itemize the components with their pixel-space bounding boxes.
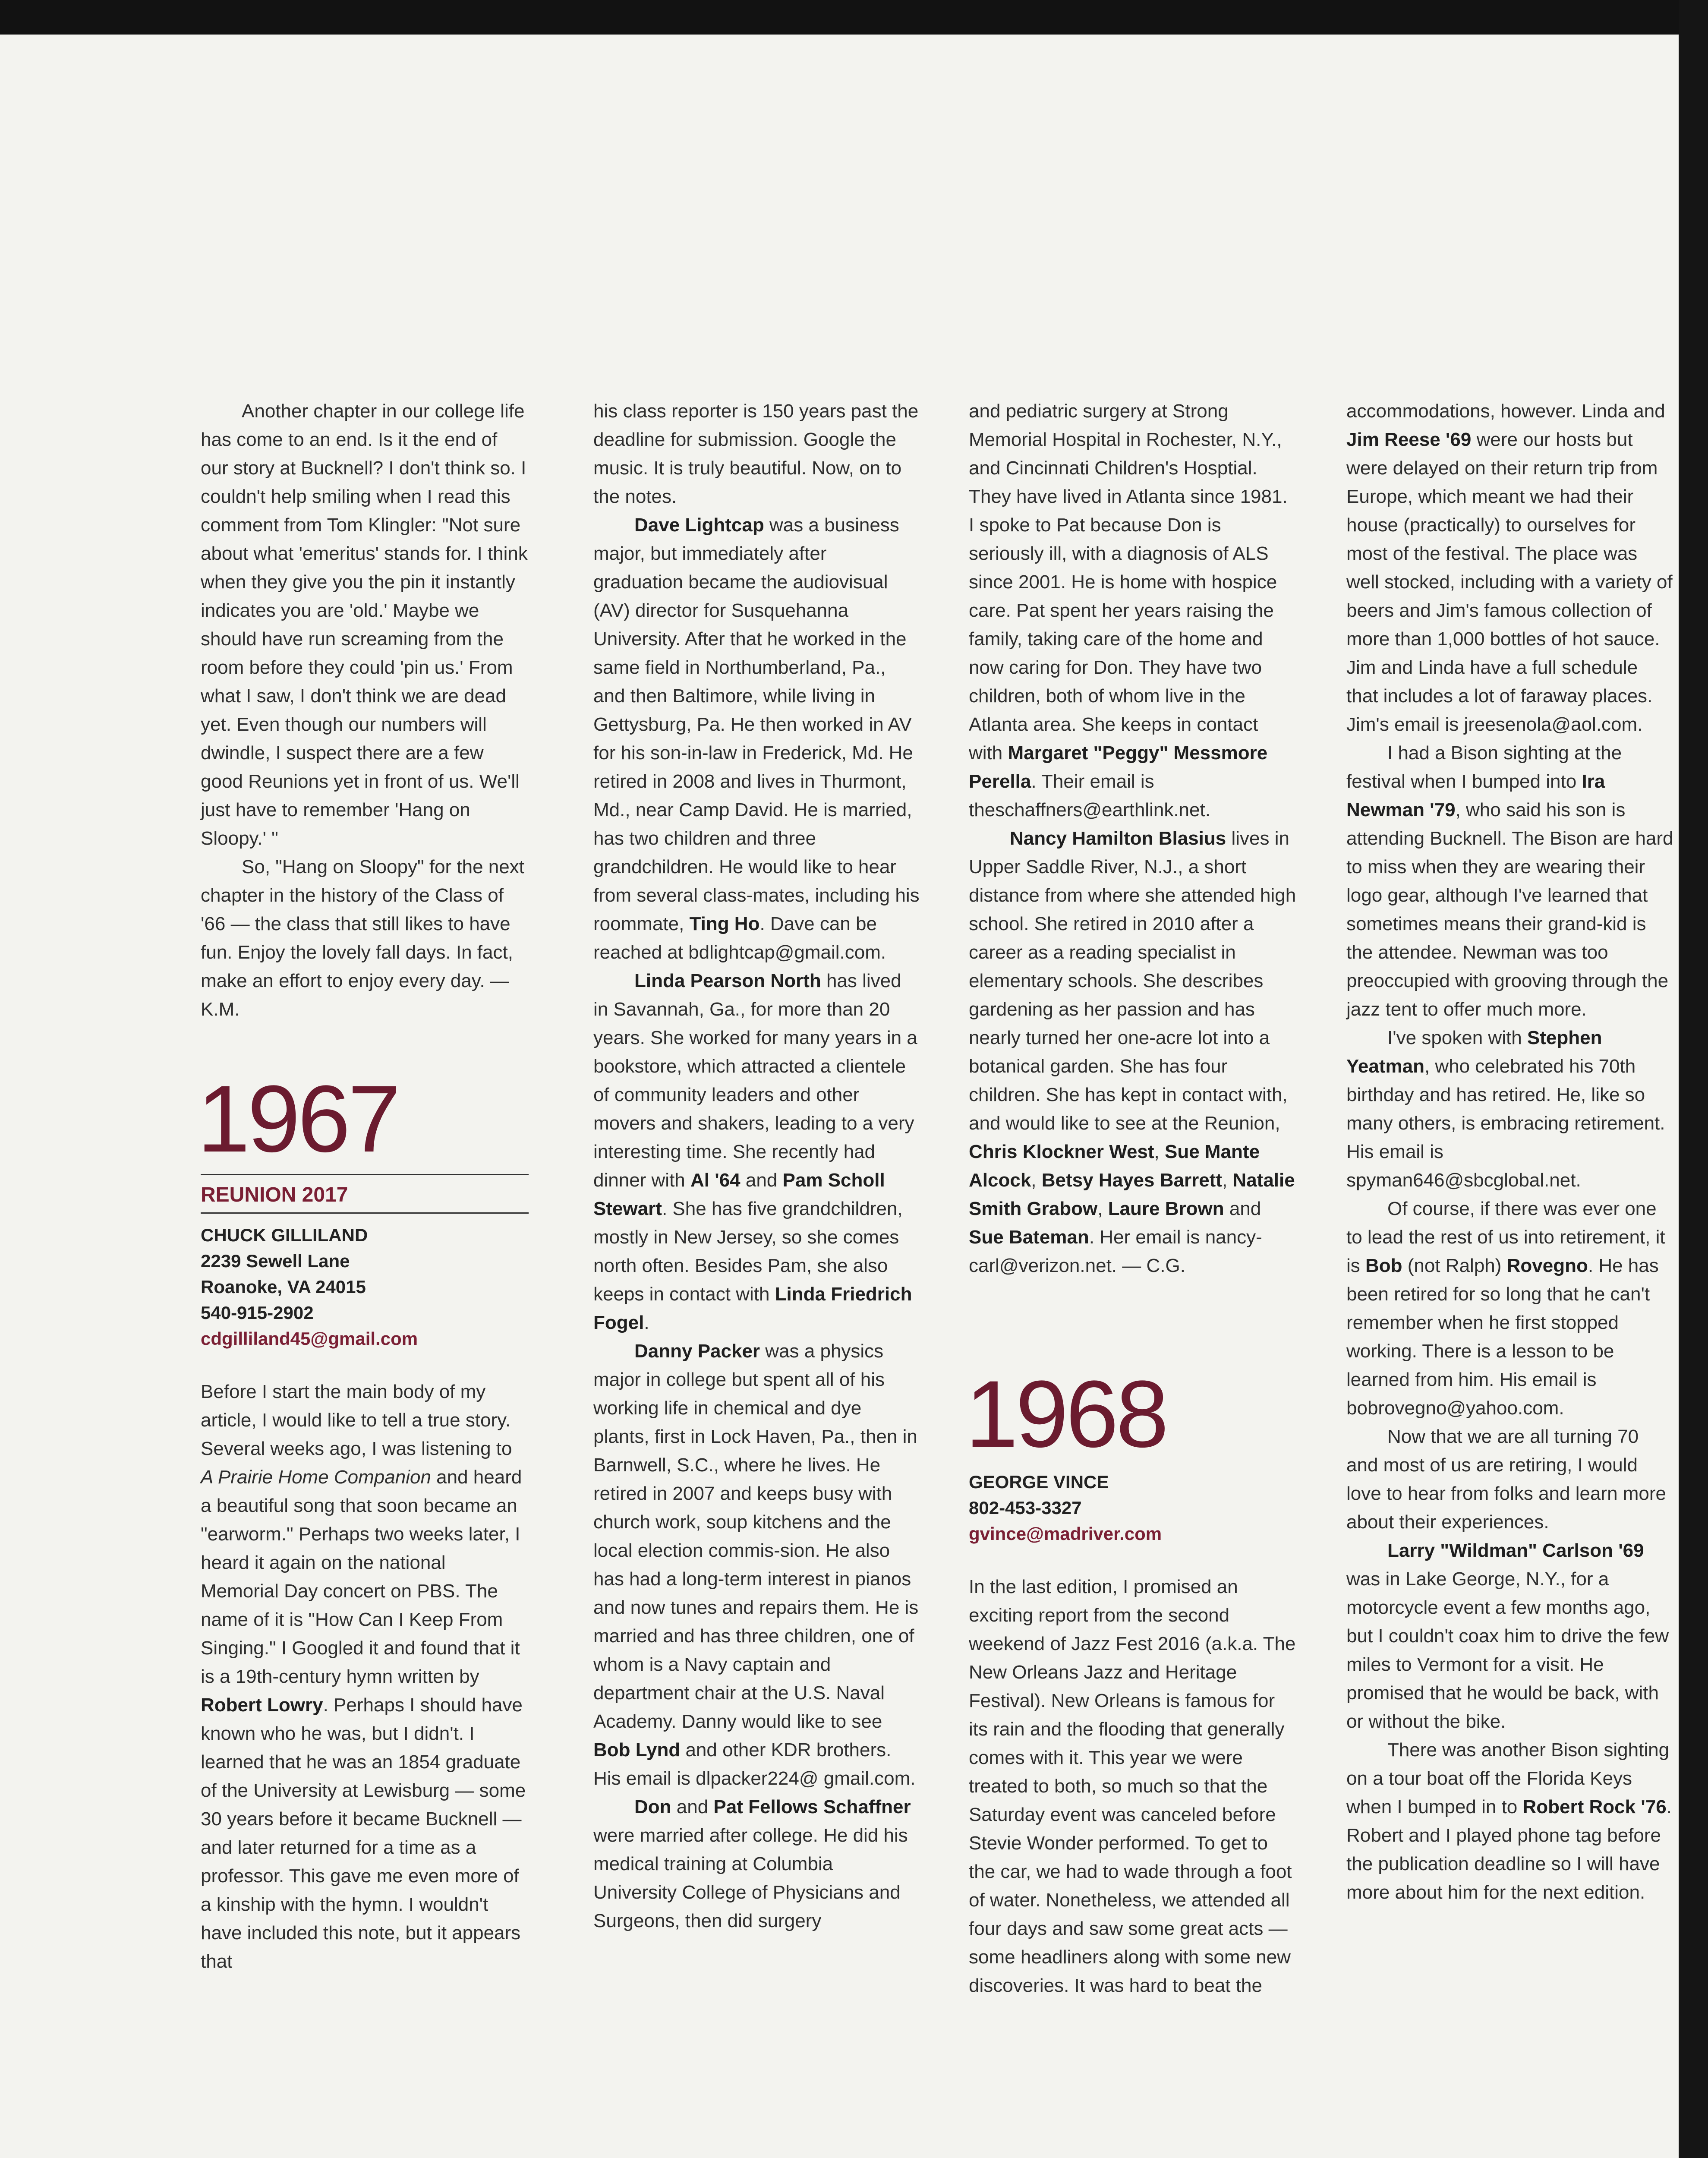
paragraph: I had a Bison sighting at the festival when I bumped into Ira Newman '79, who said his son is attending Bucknell. The Bison are hard to miss when they are wearing their logo gear, although I've learned that sometimes means their grand-kid is the attendee. Newman was too preoccupied with grooving through the jazz tent to offer much more. — [1346, 742, 1673, 1020]
paragraph: Another chapter in our college life has come to an end. Is it the end of our story at Bucknell? I don't think so. I couldn't help smiling when I read this comment from Tom Klingler: "Not sure about what 'emeritus' stands for. I think when they give you the pin it instantly indicates you are 'old.' Maybe we should have run screaming from the room before they could 'pin us.' From what I saw, I don't think we are dead yet. Even though our numbers will dwindle, I suspect there are a few good Reunions yet in front of us. We'll just have to remember 'Hang on Sloopy.' " — [201, 401, 528, 849]
reporter-phone: 802-453-3327 — [969, 1498, 1082, 1518]
reporter-name: GEORGE VINCE — [969, 1472, 1109, 1492]
paragraph: I've spoken with Stephen Yeatman, who celebrated his 70th birthday and has retired. He, like so many others, is embracing retirement. His email is spyman646@sbcglobal.net. — [1346, 1027, 1665, 1191]
reporter-name: CHUCK GILLILAND — [201, 1225, 368, 1245]
scan-edge — [1679, 0, 1708, 2158]
column-2 — [593, 397, 921, 1935]
paragraph: and pediatric surgery at Strong Memorial Hospital in Rochester, N.Y., and Cincinnati Children's Hosptial. They have lived in Atlanta since 1981. I spoke to Pat because Don is seriously ill, with a diagnosis of ALS since 2001. He is home with hospice care. Pat spent her years raising the family, taking care of the home and now caring for Don. They have two children, both of whom live in the Atlanta area. She keeps in contact with Margaret "Peggy" Messmore Perella. Their email is theschaffners@earthlink.net. — [969, 401, 1288, 820]
reporter-email: gvince@madriver.com — [969, 1524, 1162, 1544]
reporter-address-line-1: 2239 Sewell Lane — [201, 1251, 350, 1271]
class-year-heading: 1968 — [965, 1361, 1166, 1467]
paragraph: Before I start the main body of my article, I would like to tell a true story. Several weeks ago, I was listening to A Prairie Home Companion and heard a beautiful song that soon became an "earworm." Perhaps two weeks later, I heard it again on the national Memorial Day concert on PBS. The name of it is "How Can I Keep From Singing." I Googled it and found that it is a 19th-century hymn written by Robert Lowry. Perhaps I should have known who he was, but I didn't. I learned that he was an 1854 graduate of the University at Lewisburg — some 30 years before it became Bucknell — and later returned for a time as a professor. This gave me even more of a kinship with the hymn. I wouldn't have included this note, but it appears that — [201, 1381, 526, 1972]
magazine-page — [0, 35, 1679, 2158]
paragraph: Don and Pat Fellows Schaffner were married after college. He did his medical training at Columbia University College of Physicians and Surgeons, then did surgery — [593, 1796, 911, 1931]
column-3 — [965, 397, 1297, 2000]
reporter-phone: 540-915-2902 — [201, 1303, 314, 1323]
paragraph: Of course, if there was ever one to lead the rest of us into retirement, it is Bob (not Ralph) Rovegno. He has been retired for so long that he can't remember when he first stopped working. There is a lesson to be learned from him. His email is bobrovegno@yahoo.com. — [1346, 1198, 1665, 1419]
class-year-heading: 1967 — [197, 1066, 398, 1172]
reporter-email: cdgilliland45@gmail.com — [201, 1328, 418, 1349]
column-4 — [1346, 397, 1674, 1907]
class-reporter-info — [969, 1469, 1297, 1547]
reunion-label: REUNION 2017 — [201, 1174, 529, 1214]
paragraph: Linda Pearson North has lived in Savannah, Ga., for more than 20 years. She worked for many years in a bookstore, which attracted a clientele of community leaders and other movers and shakers, leading to a very interesting time. She recently had dinner with Al '64 and Pam Scholl Stewart. She has five grandchildren, mostly in New Jersey, so she comes north often. Besides Pam, she also keeps in contact with Linda Friedrich Fogel. — [593, 970, 917, 1333]
paragraph: Nancy Hamilton Blasius lives in Upper Saddle River, N.J., a short distance from where she attended high school. She retired in 2010 after a career as a reading specialist in elementary schools. She describes gardening as her passion and has nearly turned her one-acre lot into a botanical garden. She has four children. She has kept in contact with, and would like to see at the Reunion, Chris Klockner West, Sue Mante Alcock, Betsy Hayes Barrett, Natalie Smith Grabow, Laure Brown and Sue Bateman. Her email is nancy-carl@verizon.net. — C.G. — [969, 828, 1296, 1276]
class-reporter-info — [201, 1222, 529, 1352]
paragraph: Larry "Wildman" Carlson '69 was in Lake George, N.Y., for a motorcycle event a few months ago, but I couldn't coax him to drive the few miles to Vermont for a visit. He promised that he would be back, with or without the bike. — [1346, 1540, 1669, 1732]
paragraph: So, "Hang on Sloopy" for the next chapter in the history of the Class of '66 — the class that still likes to have fun. Enjoy the lovely fall days. In fact, make an effort to enjoy every day. — K.M. — [201, 856, 524, 1020]
paragraph: his class reporter is 150 years past the deadline for submission. Google the music. It is truly beautiful. Now, on to the notes. — [593, 401, 919, 507]
paragraph: There was another Bison sighting on a tour boat off the Florida Keys when I bumped in to Robert Rock '76. Robert and I played phone tag before the publication deadline so I will have more about him for the next edition. — [1346, 1739, 1672, 1903]
paragraph: accommodations, however. Linda and Jim Reese '69 were our hosts but were delayed on their return trip from Europe, which meant we had their house (practically) to ourselves for most of the festival. The place was well stocked, including with a variety of beers and Jim's famous collection of more than 1,000 bottles of hot sauce. Jim and Linda have a full schedule that includes a lot of faraway places. Jim's email is jreesenola@aol.com. — [1346, 401, 1673, 735]
reporter-address-line-2: Roanoke, VA 24015 — [201, 1277, 366, 1297]
paragraph: In the last edition, I promised an exciting report from the second weekend of Jazz Fest 2016 (a.k.a. The New Orleans Jazz and Heritage Festival). New Orleans is famous for its rain and the flooding that generally comes with it. This year we were treated to both, so much so that the Saturday event was canceled before Stevie Wonder performed. To get to the car, we had to wade through a foot of water. Nonetheless, we attended all four days and saw some great acts — some headliners along with some new discoveries. It was hard to beat the — [969, 1576, 1296, 1996]
paragraph: Danny Packer was a physics major in college but spent all of his working life in chemical and dye plants, first in Lock Haven, Pa., then in Barnwell, S.C., where he lives. He retired in 2007 and keeps busy with church work, soup kitchens and the local election commis-sion. He also has had a long-term interest in pianos and now tunes and repairs them. He is married and has three children, one of whom is a Navy captain and department chair at the U.S. Naval Academy. Danny would like to see Bob Lynd and other KDR brothers. His email is dlpacker224@ gmail.com. — [593, 1341, 919, 1789]
paragraph: Dave Lightcap was a business major, but immediately after graduation became the audiovisual (AV) director for Susquehanna University. After that he worked in the same field in Northumberland, Pa., and then Baltimore, while living in Gettysburg, Pa. He then worked in AV for his son-in-law in Frederick, Md. He retired in 2008 and lives in Thurmont, Md., near Camp David. He is married, has two children and three grandchildren. He would like to hear from several class-mates, including his roommate, Ting Ho. Dave can be reached at bdlightcap@gmail.com. — [593, 514, 920, 963]
paragraph: Now that we are all turning 70 and most of us are retiring, I would love to hear from folks and learn more about their experiences. — [1346, 1426, 1667, 1533]
column-1 — [197, 397, 529, 1976]
